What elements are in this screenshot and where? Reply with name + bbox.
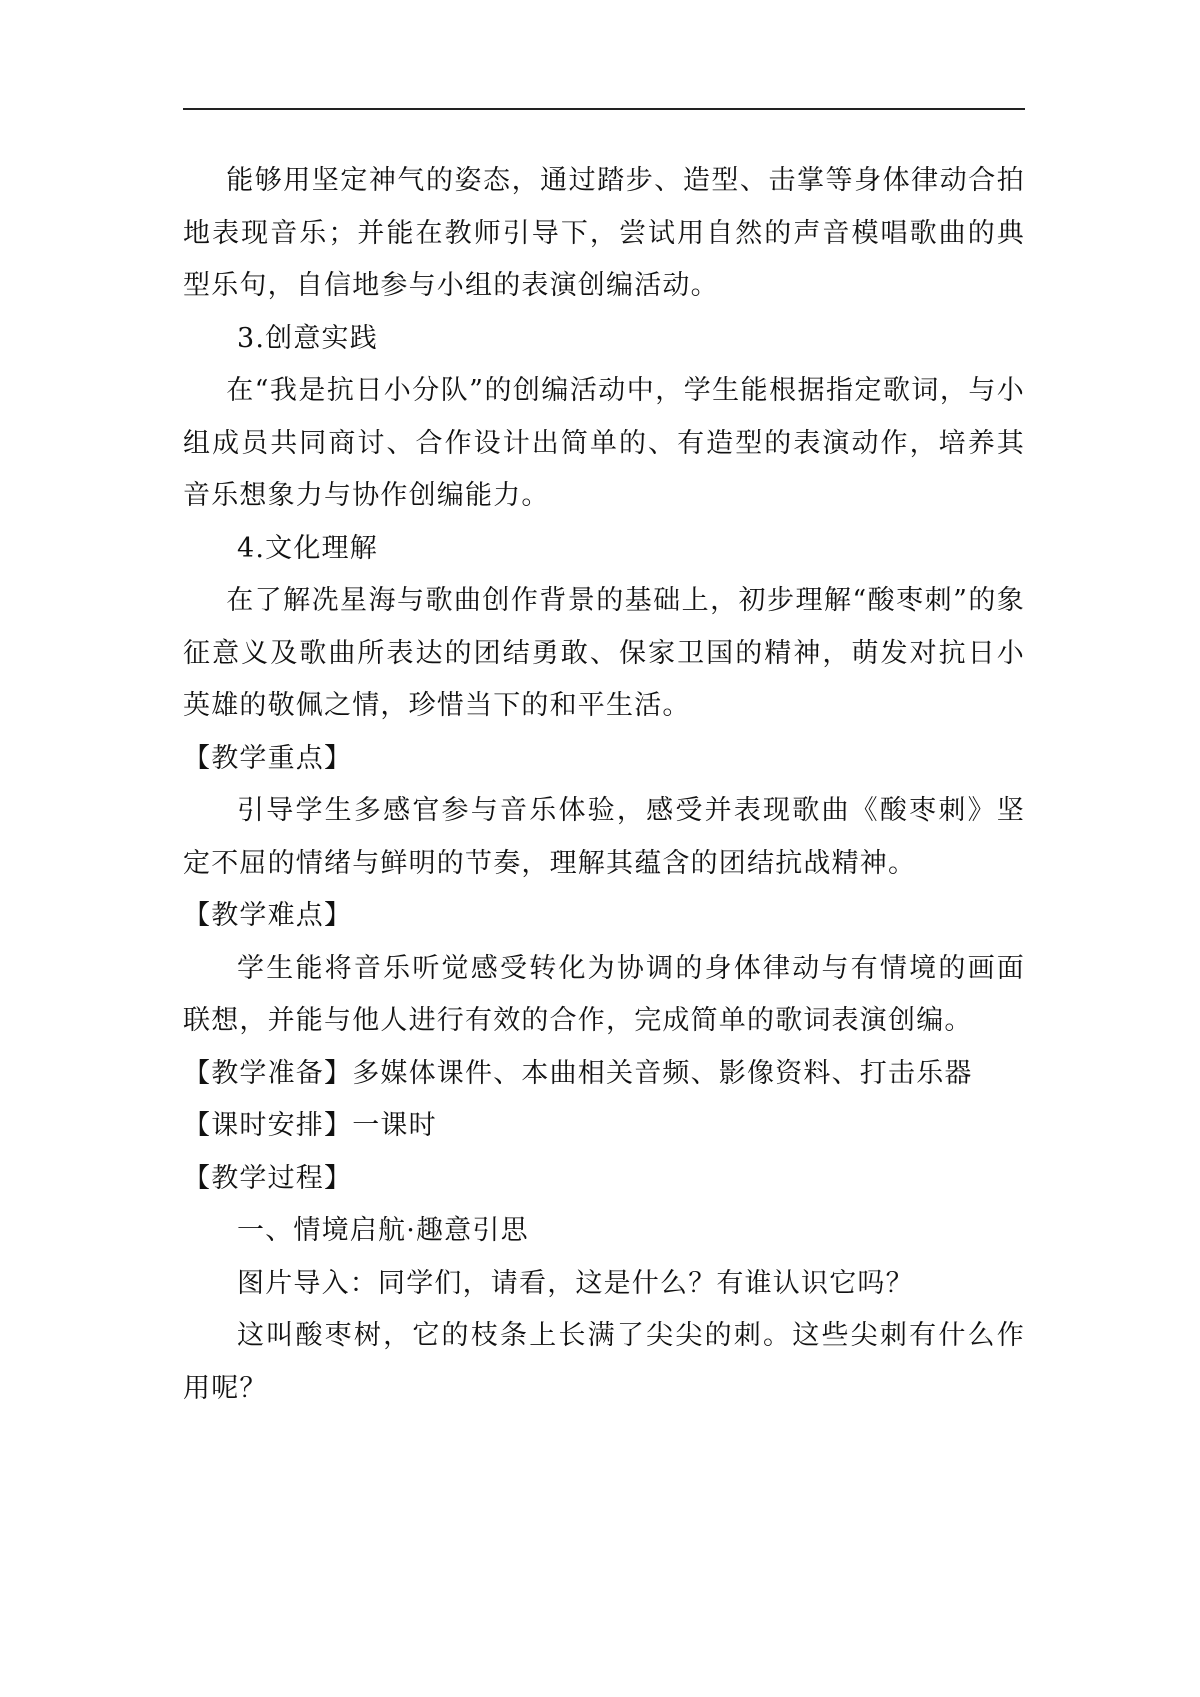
- heading-cultural-understanding: 4.文化理解: [237, 532, 378, 564]
- heading-teaching-process: 【教学过程】: [183, 1162, 353, 1194]
- line-class-schedule: 【课时安排】一课时: [183, 1110, 437, 1141]
- paragraph-teaching-difficulty: 学生能将音乐听觉感受转化为协调的身体律动与有情境的画面联想，并能与他人进行有效的合作，完成简单的歌词表演创编。: [183, 952, 1025, 1036]
- paragraph-teaching-focus: 引导学生多感官参与音乐体验，感受并表现歌曲《酸枣刺》坚定不屈的情绪与鲜明的节奏，理解其蕴含的团结抗战精神。: [183, 795, 1025, 879]
- line-teaching-preparation: 【教学准备】多媒体课件、本曲相关音频、影像资料、打击乐器: [183, 1057, 973, 1089]
- heading-section-one: 一、情境启航·趣意引思: [237, 1215, 529, 1246]
- heading-teaching-difficulty: 【教学难点】: [183, 900, 353, 931]
- header-rule: [183, 108, 1025, 110]
- paragraph-jujube-tree: 这叫酸枣树，它的枝条上长满了尖尖的刺。这些尖刺有什么作用呢？: [183, 1320, 1025, 1404]
- paragraph-aesthetic-goal-continued: 能够用坚定神气的姿态，通过踏步、造型、击掌等身体律动合拍地表现音乐；并能在教师引导下，尝试用自然的声音模唱歌曲的典型乐句，自信地参与小组的表演创编活动。: [183, 165, 1025, 301]
- paragraph-picture-intro: 图片导入：同学们，请看，这是什么？有谁认识它吗？: [237, 1267, 914, 1299]
- heading-creative-practice: 3.创意实践: [237, 322, 378, 354]
- paragraph-cultural-understanding: 在了解冼星海与歌曲创作背景的基础上，初步理解“酸枣刺”的象征意义及歌曲所表达的团结勇敢、保家卫国的精神，萌发对抗日小英雄的敬佩之情，珍惜当下的和平生活。: [183, 585, 1025, 721]
- paragraph-creative-practice: 在“我是抗日小分队”的创编活动中，学生能根据指定歌词，与小组成员共同商讨、合作设计出简单的、有造型的表演动作，培养其音乐想象力与协作创编能力。: [183, 375, 1025, 511]
- heading-teaching-focus: 【教学重点】: [183, 742, 353, 774]
- document-body: [183, 155, 1025, 1415]
